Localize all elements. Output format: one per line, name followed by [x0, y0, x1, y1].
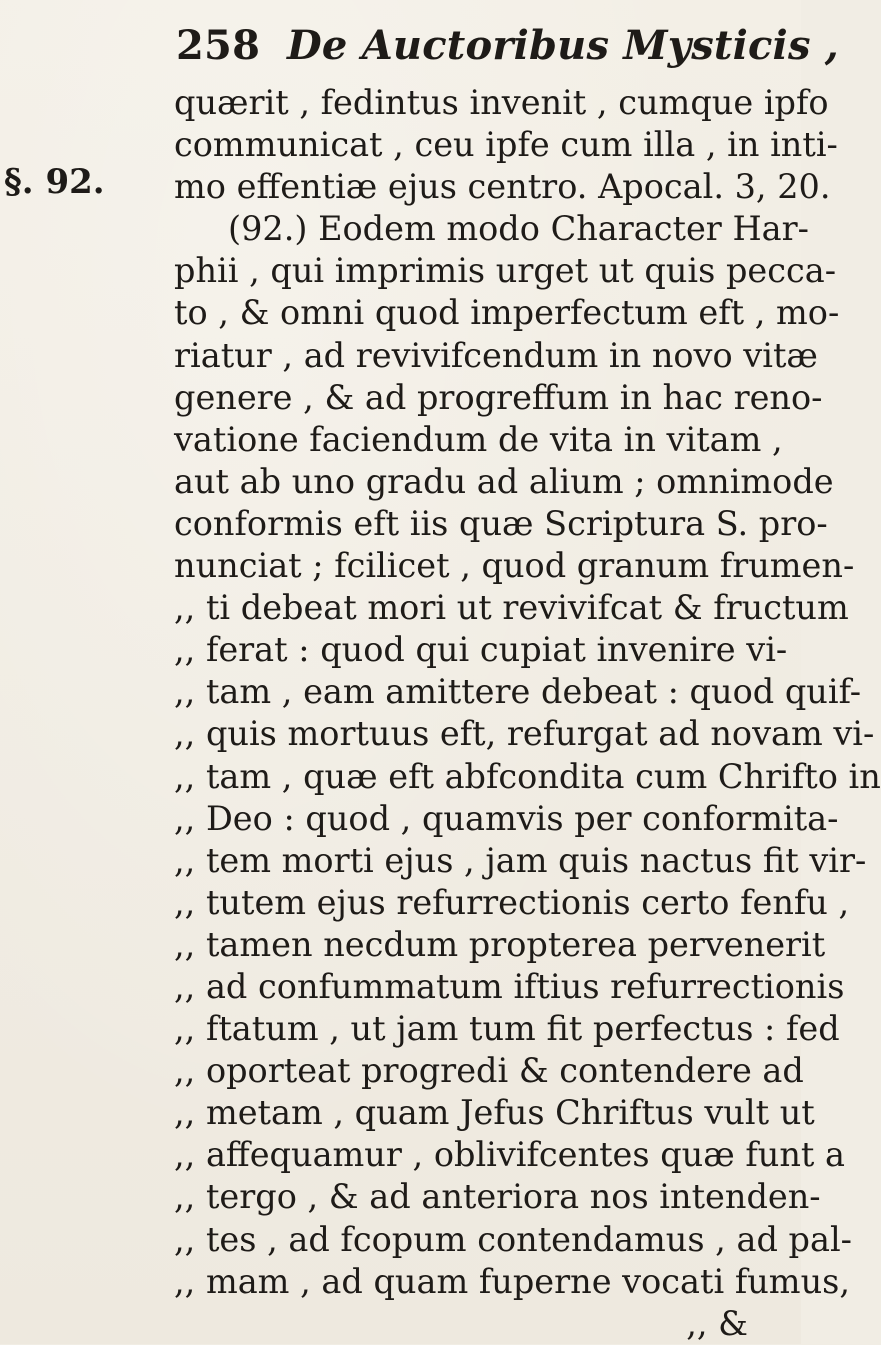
quoted-line: ,, tam , quæ eft abfcondita cum Chrifto in	[174, 756, 881, 796]
quoted-line: ,, mam , ad quam fuperne vocati fumus,	[174, 1261, 850, 1301]
running-head	[176, 18, 839, 74]
paragraph-start-line: (92.) Eodem modo Character Har-	[228, 209, 809, 249]
quoted-line: ,, oporteat progredi & contendere ad	[174, 1051, 804, 1091]
text-line: riatur , ad revivifcendum in novo vitæ	[174, 335, 818, 375]
text-line: mo effentiæ ejus centro. Apocal. 3, 20.	[174, 167, 831, 207]
quoted-line: ,, tem morti ejus , jam quis nactus fit vir-	[174, 840, 867, 880]
page-number: 258	[176, 22, 261, 69]
quoted-line: ,, ti debeat mori ut revivifcat & fructum	[174, 588, 849, 628]
quoted-line: ,, ferat : quod qui cupiat invenire vi-	[174, 630, 788, 670]
text-line: phii , qui imprimis urget ut quis pecca-	[174, 251, 837, 291]
quoted-line: ,, ad confummatum iftius refurrectionis	[174, 966, 845, 1006]
text-line: nunciat ; fcilicet , quod granum frumen-	[174, 546, 855, 586]
quoted-line: ,, tamen necdum propterea pervenerit	[174, 924, 826, 964]
text-line: to , & omni quod imperfectum eft , mo-	[174, 293, 840, 333]
text-line: conformis eft iis quæ Scriptura S. pro-	[174, 503, 828, 543]
quoted-line: ,, metam , quam Jefus Chriftus vult ut	[174, 1093, 815, 1133]
quoted-line: ,, affequamur , oblivifcentes quæ funt a	[174, 1135, 845, 1175]
quoted-line: ,, quis mortuus eft, refurgat ad novam vi-	[174, 714, 875, 754]
text-line: aut ab uno gradu ad alium ; omnimode	[174, 461, 834, 501]
catchword: ,, &	[686, 1303, 748, 1343]
text-line: quærit , fedintus invenit , cumque ipfo	[174, 83, 829, 122]
quoted-line: ,, tergo , & ad anteriora nos intenden-	[174, 1177, 821, 1217]
text-line: genere , & ad progreffum in hac reno-	[174, 377, 823, 417]
quoted-line: ,, tutem ejus refurrectionis certo fenfu ,	[174, 882, 850, 922]
quoted-line: ,, tes , ad fcopum contendamus , ad pal-	[174, 1219, 852, 1259]
running-title: De Auctoribus Mysticis ,	[287, 22, 839, 69]
text-line: vatione faciendum de vita in vitam ,	[174, 419, 783, 459]
text-line: communicat , ceu ipfe cum illa , in inti-	[174, 125, 838, 165]
quoted-line: ,, Deo : quod , quamvis per conformita-	[174, 798, 839, 838]
quoted-line: ,, ftatum , ut jam tum fit perfectus : fed	[174, 1009, 840, 1049]
section-marginal-note: §. 92.	[4, 162, 105, 202]
quoted-line: ,, tam , eam amittere debeat : quod quif-	[174, 672, 862, 712]
body-text	[174, 82, 881, 1345]
